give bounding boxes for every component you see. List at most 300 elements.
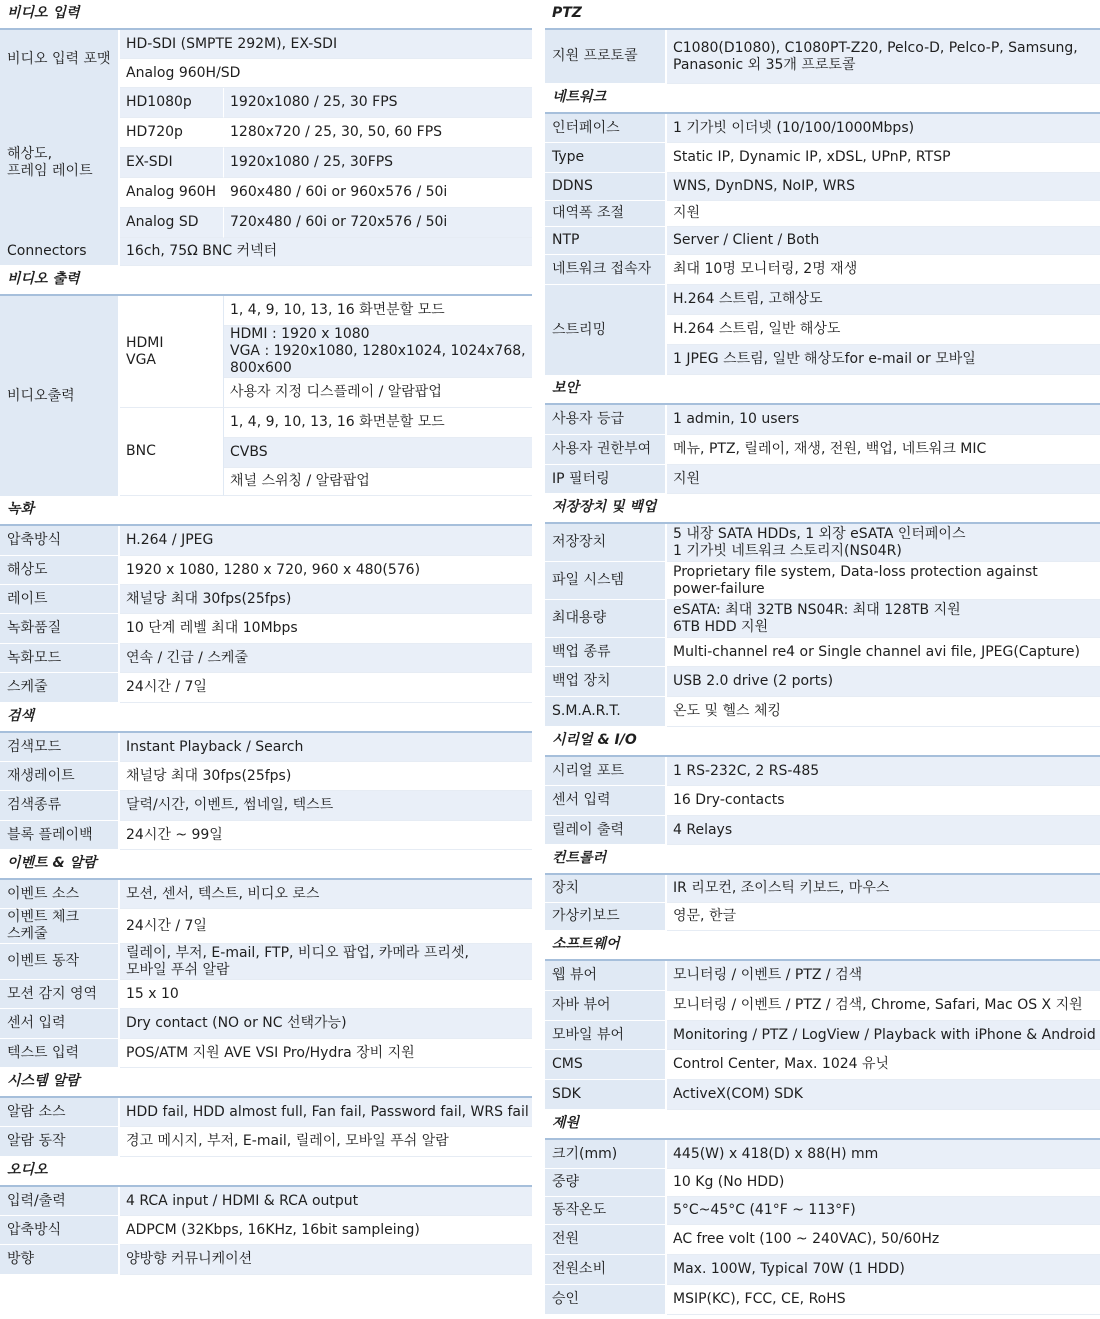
spec-label-text: 블록 플레이백 xyxy=(7,826,93,843)
spec-label-text: 대역폭 조절 xyxy=(552,205,625,221)
section-heading xyxy=(545,494,1100,524)
spec-label xyxy=(0,821,120,850)
spec-label xyxy=(545,285,667,375)
spec-label-text: 승인 xyxy=(552,1291,580,1307)
spec-value xyxy=(120,1187,532,1216)
spec-value xyxy=(120,673,532,703)
spec-value xyxy=(224,408,532,438)
spec-value xyxy=(224,118,532,148)
spec-value xyxy=(224,326,532,378)
spec-value xyxy=(667,285,1100,315)
section-title: 이벤트 & 알람 xyxy=(7,855,97,871)
spec-label xyxy=(545,227,667,255)
section-title: 시리얼 & I/O xyxy=(552,732,637,748)
section-heading xyxy=(0,496,532,526)
spec-label-text: 압축방식 xyxy=(7,532,62,548)
spec-value xyxy=(667,405,1100,435)
spec-label-text: 인터페이스 xyxy=(552,119,620,136)
spec-value-text: MSIP(KC), FCC, CE, RoHS xyxy=(673,1291,846,1307)
spec-sub-label-text: EX-SDI xyxy=(126,154,173,170)
spec-value xyxy=(667,201,1100,227)
spec-sub-label-text: HD720p xyxy=(126,124,183,140)
spec-sub-label-text: HD1080p xyxy=(126,94,192,110)
spec-value-text: 1 admin, 10 users xyxy=(673,411,800,427)
spec-label-text: 전원 xyxy=(552,1231,580,1247)
spec-label xyxy=(545,667,667,697)
spec-label-text: 백업 장치 xyxy=(552,673,611,689)
spec-sub-label-text: BNC xyxy=(126,443,156,459)
section-heading xyxy=(545,84,1100,114)
spec-label-text: 네트워크 접속자 xyxy=(552,261,652,277)
spec-value-text: H.264 / JPEG xyxy=(126,532,214,548)
spec-label xyxy=(545,255,667,285)
spec-value-text: 1920 x 1080, 1280 x 720, 960 x 480(576) xyxy=(126,561,421,578)
spec-label-text: 비디오출력 xyxy=(7,387,75,404)
spec-label-text: 검색모드 xyxy=(7,738,62,755)
spec-label xyxy=(545,1225,667,1255)
spec-value-text: Instant Playback / Search xyxy=(126,738,304,755)
section-heading xyxy=(0,850,532,880)
spec-value xyxy=(667,1197,1100,1225)
section-heading xyxy=(0,0,532,30)
spec-label xyxy=(0,1245,120,1275)
spec-value-text: 지원 xyxy=(673,205,701,221)
spec-value xyxy=(667,1225,1100,1255)
spec-value xyxy=(120,880,532,909)
spec-value-text: 사용자 지정 디스플레이 / 알람팝업 xyxy=(230,384,442,400)
section-title: 검색 xyxy=(7,708,35,724)
section-title: 저장장치 및 백업 xyxy=(552,499,657,515)
spec-label xyxy=(545,30,667,84)
spec-value-text: 5°C~45°C (41°F ~ 113°F) xyxy=(673,1202,856,1218)
spec-label xyxy=(0,880,120,909)
spec-value xyxy=(667,638,1100,667)
spec-label xyxy=(0,296,120,496)
spec-sub-label xyxy=(120,148,224,178)
spec-value xyxy=(224,468,532,496)
spec-value xyxy=(667,1169,1100,1197)
spec-label-text: 해상도, 프레임 레이트 xyxy=(7,146,93,179)
spec-value xyxy=(667,227,1100,255)
section-title: 비디오 입력 xyxy=(7,5,80,21)
spec-value-text: 10 Kg (No HDD) xyxy=(673,1174,785,1190)
right-column xyxy=(545,0,1100,1319)
spec-value-text: 지원 xyxy=(673,470,701,487)
spec-label-text: 스트리밍 xyxy=(552,321,607,338)
spec-label xyxy=(0,791,120,821)
section-title: 비디오 출력 xyxy=(7,271,80,287)
spec-value-text: C1080(D1080), C1080PT-Z20, Pelco-D, Pelco-P, Samsung, Panasonic 외 35개 프로토콜 xyxy=(673,39,1078,73)
spec-label-text: 크기(mm) xyxy=(552,1145,618,1162)
left-column xyxy=(0,0,532,1319)
spec-value xyxy=(667,1050,1100,1080)
section-title: 소프트웨어 xyxy=(552,936,620,952)
spec-label xyxy=(545,1050,667,1080)
spec-label xyxy=(545,600,667,638)
spec-label-text: 센서 입력 xyxy=(552,792,611,808)
spec-value-text: HDD fail, HDD almost full, Fan fail, Password fail, WRS fail xyxy=(126,1103,529,1120)
spec-label xyxy=(0,1127,120,1157)
spec-label xyxy=(0,614,120,644)
spec-label xyxy=(0,762,120,791)
spec-label xyxy=(545,786,667,816)
spec-value-text: ActiveX(COM) SDK xyxy=(673,1086,803,1102)
spec-label xyxy=(545,435,667,465)
spec-value xyxy=(667,667,1100,697)
spec-label-text: 중량 xyxy=(552,1174,580,1190)
spec-value xyxy=(667,1080,1100,1110)
spec-label xyxy=(0,556,120,585)
spec-label xyxy=(545,524,667,562)
spec-value-text: 1920x1080 / 25, 30FPS xyxy=(230,154,394,170)
spec-label-text: 사용자 권한부여 xyxy=(552,441,652,457)
spec-value xyxy=(120,30,532,59)
spec-value-text: 1, 4, 9, 10, 13, 16 화면분할 모드 xyxy=(230,302,445,318)
spec-label xyxy=(0,88,120,238)
spec-value xyxy=(120,944,532,980)
spec-label xyxy=(0,238,120,266)
spec-label-text: 알람 소스 xyxy=(7,1103,66,1120)
spec-value xyxy=(120,1098,532,1127)
spec-label xyxy=(0,1216,120,1245)
spec-value-text: 메뉴, PTZ, 릴레이, 재생, 전원, 백업, 네트워크 MIC xyxy=(673,441,987,457)
spec-sub-label xyxy=(120,178,224,208)
spec-label-text: 동작온도 xyxy=(552,1202,607,1218)
spec-value xyxy=(120,59,532,88)
spec-value-text: 채널 스위칭 / 알람팝업 xyxy=(230,473,370,489)
spec-label xyxy=(0,733,120,762)
spec-label xyxy=(545,903,667,931)
spec-value xyxy=(667,562,1100,600)
spec-value xyxy=(224,88,532,118)
spec-label xyxy=(545,757,667,786)
spec-value-text: H.264 스트림, 고해상도 xyxy=(673,291,823,307)
spec-value-text: Monitoring / PTZ / LogView / Playback with iPhone & Android xyxy=(673,1026,1096,1043)
spec-value xyxy=(667,786,1100,816)
spec-value-text: 4 RCA input / HDMI & RCA output xyxy=(126,1192,359,1209)
spec-label-text: 사용자 등급 xyxy=(552,411,625,427)
spec-label xyxy=(545,816,667,845)
spec-value xyxy=(120,644,532,673)
spec-value xyxy=(120,821,532,850)
spec-label xyxy=(0,1009,120,1039)
spec-label-text: 레이트 xyxy=(7,590,48,607)
spec-sub-label xyxy=(120,408,224,496)
spec-value-text: H.264 스트림, 일반 해상도 xyxy=(673,321,841,337)
spec-value-text: Static IP, Dynamic IP, xDSL, UPnP, RTSP xyxy=(673,149,951,165)
spec-value-text: WNS, DynDNS, NoIP, WRS xyxy=(673,178,856,194)
spec-label-text: NTP xyxy=(552,232,580,248)
spec-value xyxy=(667,114,1100,143)
spec-sub-label-text: Analog 960H xyxy=(126,184,217,200)
spec-value-text: 4 Relays xyxy=(673,821,733,838)
spec-label xyxy=(0,644,120,673)
spec-value-text: IR 리모컨, 조이스틱 키보드, 마우스 xyxy=(673,880,890,896)
spec-label xyxy=(0,585,120,614)
spec-label xyxy=(0,526,120,556)
spec-label xyxy=(0,673,120,703)
section-title: 컨트롤러 xyxy=(552,850,607,866)
spec-value xyxy=(224,378,532,408)
spec-value xyxy=(224,438,532,468)
spec-label-text: 스케줄 xyxy=(7,679,48,695)
spec-label xyxy=(0,944,120,980)
spec-value xyxy=(120,614,532,644)
spec-value-text: 16ch, 75Ω BNC 커넥터 xyxy=(126,243,278,259)
spec-value-text: 영문, 한글 xyxy=(673,908,736,924)
spec-value xyxy=(667,903,1100,931)
spec-sub-label-text: HDMI VGA xyxy=(126,334,164,368)
spec-value-text: 릴레이, 부저, E-mail, FTP, 비디오 팝업, 카메라 프리셋, 모바일 푸쉬 알람 xyxy=(126,944,469,978)
spec-label-text: 센서 입력 xyxy=(7,1015,66,1031)
spec-value xyxy=(667,255,1100,285)
spec-value xyxy=(120,762,532,791)
spec-value xyxy=(120,1216,532,1245)
spec-value-text: 온도 및 헬스 체킹 xyxy=(673,703,782,719)
spec-value xyxy=(120,1039,532,1068)
spec-value xyxy=(120,909,532,944)
spec-value-text: 720x480 / 60i or 720x576 / 50i xyxy=(230,214,448,230)
spec-value-text: Control Center, Max. 1024 유닛 xyxy=(673,1056,890,1072)
spec-value xyxy=(667,143,1100,173)
spec-label-text: 가상키보드 xyxy=(552,908,620,924)
spec-value-text: 경고 메시지, 부저, E-mail, 릴레이, 모바일 푸쉬 알람 xyxy=(126,1133,449,1149)
spec-label-text: CMS xyxy=(552,1056,583,1072)
spec-label xyxy=(545,465,667,494)
spec-value xyxy=(667,600,1100,638)
spec-label-text: IP 필터링 xyxy=(552,470,610,487)
spec-value xyxy=(120,791,532,821)
section-title: 녹화 xyxy=(7,501,35,517)
spec-value-text: Analog 960H/SD xyxy=(126,64,241,81)
section-title: 제원 xyxy=(552,1115,580,1131)
spec-label-text: 재생레이트 xyxy=(7,767,75,784)
spec-label xyxy=(545,638,667,667)
spec-label xyxy=(545,1021,667,1050)
spec-label xyxy=(0,980,120,1009)
spec-label-text: 입력/출력 xyxy=(7,1192,66,1209)
spec-value xyxy=(667,697,1100,727)
spec-label-text: 릴레이 출력 xyxy=(552,821,625,838)
section-heading xyxy=(545,931,1100,961)
spec-value xyxy=(667,961,1100,991)
spec-value xyxy=(667,173,1100,201)
spec-value xyxy=(667,1021,1100,1050)
spec-value-text: 5 내장 SATA HDDs, 1 외장 eSATA 인터페이스 1 기가빗 네트워크 스토리지(NS04R) xyxy=(673,525,966,559)
spec-label-text: 이벤트 동작 xyxy=(7,953,80,969)
spec-label-text: 지원 프로토콜 xyxy=(552,48,638,64)
spec-value xyxy=(120,585,532,614)
spec-label-text: 해상도 xyxy=(7,561,48,578)
section-title: 보안 xyxy=(552,380,580,396)
spec-value-text: 채널당 최대 30fps(25fps) xyxy=(126,767,292,784)
spec-value-text: 445(W) x 418(D) x 88(H) mm xyxy=(673,1145,879,1162)
spec-label xyxy=(0,1098,120,1127)
spec-value-text: 1920x1080 / 25, 30 FPS xyxy=(230,94,398,110)
spec-label-text: 방향 xyxy=(7,1251,35,1267)
spec-sub-label xyxy=(120,208,224,238)
spec-label xyxy=(545,1255,667,1285)
spec-value-text: USB 2.0 drive (2 ports) xyxy=(673,673,834,689)
spec-value-text: CVBS xyxy=(230,444,268,460)
spec-label-text: 이벤트 소스 xyxy=(7,885,80,902)
spec-sub-label xyxy=(120,296,224,408)
spec-label xyxy=(545,875,667,903)
spec-label-text: 모바일 뷰어 xyxy=(552,1026,625,1043)
section-heading xyxy=(0,1157,532,1187)
spec-value xyxy=(224,178,532,208)
spec-label xyxy=(545,1140,667,1169)
spec-value xyxy=(224,296,532,326)
spec-value xyxy=(224,148,532,178)
spec-value-text: eSATA: 최대 32TB NS04R: 최대 128TB 지원 6TB HDD 지원 xyxy=(673,601,961,635)
spec-label-text: 저장장치 xyxy=(552,534,607,550)
spec-value xyxy=(120,1009,532,1039)
section-heading xyxy=(0,703,532,733)
spec-value-text: 1 기가빗 이더넷 (10/100/1000Mbps) xyxy=(673,119,915,136)
section-title: 네트워크 xyxy=(552,89,607,105)
section-heading xyxy=(545,727,1100,757)
spec-label xyxy=(545,961,667,991)
spec-value-text: 16 Dry-contacts xyxy=(673,792,785,808)
spec-value-text: 24시간 ~ 99일 xyxy=(126,826,223,843)
spec-label xyxy=(545,405,667,435)
spec-value-text: 채널당 최대 30fps(25fps) xyxy=(126,590,292,607)
spec-value xyxy=(120,526,532,556)
spec-value xyxy=(120,556,532,585)
spec-value xyxy=(667,524,1100,562)
spec-value-text: POS/ATM 지원 AVE VSI Pro/Hydra 장비 지원 xyxy=(126,1044,415,1061)
spec-value-text: 1 JPEG 스트림, 일반 해상도for e-mail or 모바일 xyxy=(673,351,976,367)
spec-label-text: 텍스트 입력 xyxy=(7,1044,80,1061)
spec-label-text: 최대용량 xyxy=(552,610,607,626)
spec-value xyxy=(667,30,1100,84)
section-heading xyxy=(545,845,1100,875)
spec-label xyxy=(545,1285,667,1315)
spec-value xyxy=(667,816,1100,845)
spec-label-text: 파일 시스템 xyxy=(552,572,625,588)
section-title: 시스템 알람 xyxy=(7,1073,80,1089)
spec-label xyxy=(545,1169,667,1197)
spec-value-text: 모션, 센서, 텍스트, 비디오 로스 xyxy=(126,885,320,902)
spec-value xyxy=(120,1127,532,1157)
spec-label-text: 압축방식 xyxy=(7,1221,62,1238)
spec-value xyxy=(120,980,532,1009)
spec-label-text: 전원소비 xyxy=(552,1261,607,1277)
spec-value-text: 연속 / 긴급 / 스케줄 xyxy=(126,649,248,666)
spec-label-text: Connectors xyxy=(7,243,87,259)
spec-value-text: 1, 4, 9, 10, 13, 16 화면분할 모드 xyxy=(230,414,445,430)
spec-value xyxy=(120,238,532,266)
spec-value xyxy=(667,315,1100,345)
section-heading xyxy=(545,375,1100,405)
spec-label xyxy=(0,1187,120,1216)
spec-label-text: 알람 동작 xyxy=(7,1133,66,1149)
spec-value-text: ADPCM (32Kbps, 16KHz, 16bit sampleing) xyxy=(126,1221,420,1238)
section-title: PTZ xyxy=(552,5,582,21)
spec-label-text: 녹화품질 xyxy=(7,620,62,636)
section-heading xyxy=(545,0,1100,30)
section-heading xyxy=(545,1110,1100,1140)
spec-value-text: Server / Client / Both xyxy=(673,232,820,248)
spec-value-text: AC free volt (100 ~ 240VAC), 50/60Hz xyxy=(673,1231,940,1247)
spec-value-text: HDMI : 1920 x 1080 VGA : 1920x1080, 1280x1024, 1024x768, 800x600 xyxy=(230,326,526,376)
spec-label xyxy=(0,909,120,944)
spec-value-text: 10 단계 레벨 최대 10Mbps xyxy=(126,620,298,636)
spec-value-text: Max. 100W, Typical 70W (1 HDD) xyxy=(673,1261,905,1277)
spec-value xyxy=(667,465,1100,494)
spec-value xyxy=(667,1285,1100,1315)
spec-label xyxy=(545,143,667,173)
spec-value xyxy=(120,733,532,762)
spec-label-text: S.M.A.R.T. xyxy=(552,703,621,719)
spec-value xyxy=(224,208,532,238)
spec-label-text: DDNS xyxy=(552,178,593,194)
spec-label-text: 모션 감지 영역 xyxy=(7,985,98,1002)
spec-label xyxy=(0,30,120,88)
spec-sub-label xyxy=(120,88,224,118)
spec-value xyxy=(667,435,1100,465)
spec-label xyxy=(545,697,667,727)
spec-value-text: HD-SDI (SMPTE 292M), EX-SDI xyxy=(126,35,338,52)
spec-value xyxy=(667,345,1100,375)
section-title: 오디오 xyxy=(7,1162,48,1178)
section-heading xyxy=(0,266,532,296)
spec-label-text: 웹 뷰어 xyxy=(552,967,598,983)
spec-value xyxy=(667,757,1100,786)
spec-label-text: SDK xyxy=(552,1086,581,1102)
spec-value-text: 24시간 / 7일 xyxy=(126,917,207,934)
spec-label xyxy=(545,201,667,227)
spec-value-text: 양방향 커뮤니케이션 xyxy=(126,1251,253,1267)
spec-label-text: 이벤트 체크 스케줄 xyxy=(7,909,80,942)
spec-label xyxy=(545,173,667,201)
spec-value xyxy=(667,1140,1100,1169)
spec-value-text: 960x480 / 60i or 960x576 / 50i xyxy=(230,184,448,200)
spec-label-text: 비디오 입력 포맷 xyxy=(7,50,111,67)
spec-label-text: 자바 뷰어 xyxy=(552,997,611,1013)
spec-value-text: Dry contact (NO or NC 선택가능) xyxy=(126,1015,347,1031)
spec-sub-label xyxy=(120,118,224,148)
spec-value xyxy=(667,875,1100,903)
spec-value-text: 1280x720 / 25, 30, 50, 60 FPS xyxy=(230,124,443,140)
spec-value-text: 1 RS-232C, 2 RS-485 xyxy=(673,762,820,779)
spec-value-text: 최대 10명 모니터링, 2명 재생 xyxy=(673,261,858,277)
spec-label xyxy=(545,1197,667,1225)
spec-label xyxy=(545,991,667,1021)
spec-value-text: 모니터링 / 이벤트 / PTZ / 검색, Chrome, Safari, Mac OS X 지원 xyxy=(673,997,1083,1013)
spec-label-text: 장치 xyxy=(552,880,580,896)
spec-value-text: 모니터링 / 이벤트 / PTZ / 검색 xyxy=(673,967,863,983)
spec-value-text: 15 x 10 xyxy=(126,985,179,1002)
spec-label-text: Type xyxy=(552,149,585,165)
section-heading xyxy=(0,1068,532,1098)
spec-value xyxy=(667,991,1100,1021)
spec-label-text: 백업 종류 xyxy=(552,643,611,660)
spec-value xyxy=(120,1245,532,1275)
spec-value xyxy=(667,1255,1100,1285)
spec-value-text: Multi-channel re4 or Single channel avi file, JPEG(Capture) xyxy=(673,643,1080,660)
spec-label xyxy=(545,562,667,600)
spec-label xyxy=(0,1039,120,1068)
spec-label xyxy=(545,1080,667,1110)
spec-value-text: 24시간 / 7일 xyxy=(126,679,207,695)
spec-label-text: 검색종류 xyxy=(7,797,62,813)
spec-label xyxy=(545,114,667,143)
spec-value-text: 달력/시간, 이벤트, 썸네일, 텍스트 xyxy=(126,797,334,813)
spec-label-text: 시리얼 포트 xyxy=(552,762,625,779)
spec-sub-label-text: Analog SD xyxy=(126,214,199,230)
